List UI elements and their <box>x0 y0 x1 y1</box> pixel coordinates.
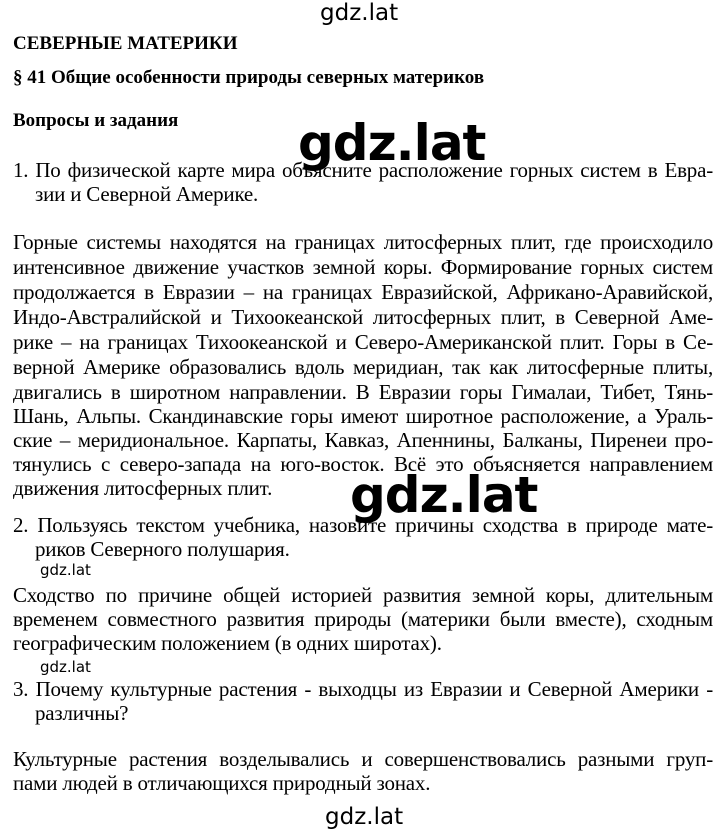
question-1-line: 1. По физической карте мира объясните расположение горных систем в Евра- <box>13 158 713 182</box>
watermark-large: gdz.lat <box>350 466 538 524</box>
answer-2-line: географическим положением (в одних широтах). <box>13 631 442 655</box>
answer-1-line: верной Америке образовались вдоль меридиан, так как литосферные плиты, <box>13 355 713 379</box>
answer-1-line: Индо-Австралийской и Тихоокеанской литосферных плит, в Северной Аме- <box>13 305 713 329</box>
answer-1-line: интенсивное движение участков земной коры. Формирование горных систем <box>13 255 713 279</box>
paragraph-title: § 41 Общие особенности природы северных материков <box>13 67 485 88</box>
section-title: СЕВЕРНЫЕ МАТЕРИКИ <box>13 33 238 54</box>
watermark-large: gdz.lat <box>298 114 486 172</box>
answer-1-line: движения литосферных плит. <box>13 476 273 500</box>
answer-1-line: ские – меридиональное. Карпаты, Кавказ, Апеннины, Балканы, Пиренеи про- <box>13 428 713 452</box>
answer-1-line: Горные системы находятся на границах литосферных плит, где происходило <box>13 230 713 254</box>
answer-1-line: двигались в широтном направлении. В Евразии горы Гималаи, Тибет, Тянь- <box>13 380 713 404</box>
question-3-line: различны? <box>35 701 129 725</box>
watermark-small: gdz.lat <box>40 561 91 579</box>
question-2-line: 2. Пользуясь текстом учебника, назовите причины сходства в природе мате- <box>13 513 713 537</box>
watermark-small: gdz.lat <box>40 658 91 676</box>
answer-1-line: тянулись с северо-запада на юго-восток. Всё это объясняется направлением <box>13 452 713 476</box>
question-3-line: 3. Почему культурные растения - выходцы из Евразии и Северной Америки - <box>13 677 713 701</box>
answer-3-line: пами людей в отличающихся природный зонах. <box>13 771 431 795</box>
answer-1-line: Шань, Альпы. Скандинавские горы имеют широтное расположение, а Ураль- <box>13 404 713 428</box>
answer-3-line: Культурные растения возделывались и совершенствовались разными груп- <box>13 747 713 771</box>
question-1-line: зии и Северной Америке. <box>35 182 259 206</box>
answer-1-line: рике – на границах Тихоокеанской и Северо-Американской плит. Горы в Се- <box>13 330 713 354</box>
answer-2-line: Сходство по причине общей историей развития земной коры, длительным <box>13 583 713 607</box>
answer-1-line: продолжается в Евразии – на границах Евразийской, Африкано-Аравийской, <box>13 280 713 304</box>
question-2-line: риков Северного полушария. <box>35 537 290 561</box>
watermark-top: gdz.lat <box>320 0 399 26</box>
watermark-bottom: gdz.lat <box>325 804 404 830</box>
questions-heading: Вопросы и задания <box>13 110 179 131</box>
answer-2-line: временем совместного развития природы (материки были вместе), сходным <box>13 607 713 631</box>
